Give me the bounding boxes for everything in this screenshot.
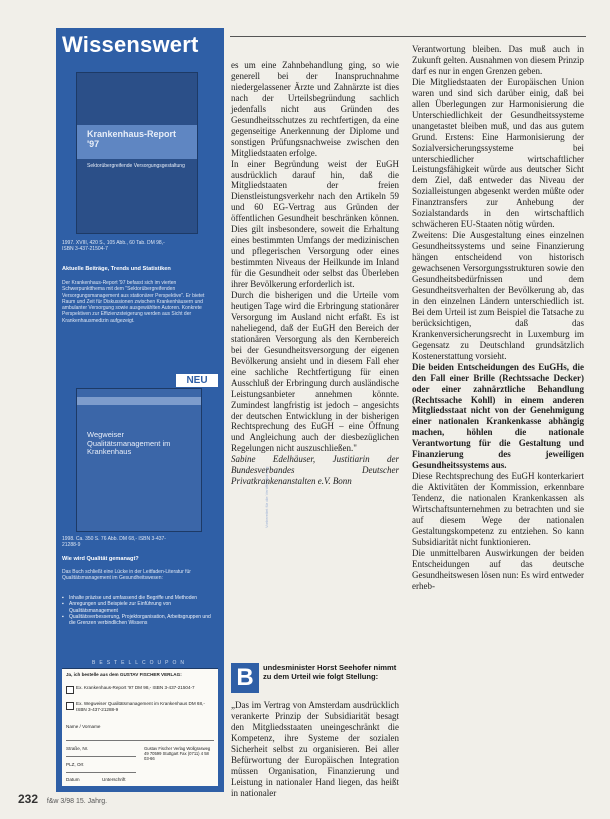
book-cover-2-title: Wegweiser Qualitätsmanagement im Krankenhaus xyxy=(87,430,171,457)
author-credit-text: Sabine Edelhäuser, Justitiarin der Bundesverbandes Deutscher Privatkrankenanstalten e.V. Bonn xyxy=(231,454,399,487)
list-item: ▪ Inhalte präzise und umfassend die Begriffe und Methoden xyxy=(62,595,218,601)
publisher-address: Gustav Fischer Verlag Wollgrasweg 49 70599 Stuttgart Fax (0711) 4 58 03-66 xyxy=(144,746,211,762)
book-1-heading: Aktuelle Beiträge, Trends und Statistiken xyxy=(62,266,171,272)
side-credit: Vorbereitet für die Veröffentlichung xyxy=(264,466,269,528)
city-field[interactable] xyxy=(66,772,136,773)
name-field[interactable] xyxy=(66,740,214,741)
name-label: Name / Vorname xyxy=(66,724,101,729)
col1-paragraph: Durch die bisherigen und die Urteile vom heutigen Tage wird die Erbringung stationärer Versorgung im Ausland nicht erfaßt. Es ist naheliegend, daß der EuGH den Bereich der stationären Versorgung als den Kernbereich bei der Gesundheitsversorgung der eigenen Bevölkerung ansieht und in diesem Fall eher eine sachliche Rechtfertigung für einen Ausschluß der Erbringung durch ausländische Leistungsanbieter annehmen könnte. Zumindest langfristig ist jedoch – angesichts der deutschen Entwicklung in der bisherigen Rechtsprechung des EuGH – eine Öffnung und Angleichung auch der diesbezüglichen Regelungen nicht auszuschließen." xyxy=(231,290,399,454)
sign-label: Unterschrift xyxy=(102,777,126,782)
col2-paragraph-bold xyxy=(412,362,584,472)
order-item-2: Ex. Wegweiser Qualitätsmanagement im Krankenhaus DM 68,- ISBN 3-437-21288-9 xyxy=(76,701,205,712)
sidebar-title: Wissenswert xyxy=(62,32,199,57)
col1-paragraph: In einer Begründung weist der EuGH ausdrücklich darauf hin, daß die Mitgliedstaaten der freien Dienstleistungsverkehr nach den Artikeln 59 und 60 EG-Vertrag aus Gründen der öffentlichen Gesundheit beschränken können. Dies gilt insbesondere, soweit die Erhaltung eines bestimmten Umfangs der medizinischen und pflegerischen Versorgung oder eines bestimmten Niveaus der Heilkunde im Inland für die Gesundheit oder selbst das Überleben ihrer Bevölkerung erforderlich ist. xyxy=(231,158,399,290)
journal-source: f&w 3/98 15. Jahrg. xyxy=(46,798,108,805)
book-cover-2 xyxy=(76,388,202,532)
interview-heading: undesminister Horst Seehofer nimmt zu dem Urteil wie folgt Stellung: xyxy=(263,663,397,682)
book-1-meta: 1997. XVIII, 420 S., 105 Abb., 60 Tab. DM 98,- ISBN 3-437-21504-7 xyxy=(62,240,165,253)
interview-intro xyxy=(231,663,399,693)
top-rule xyxy=(230,36,586,37)
book-cover-1-subtitle: Sektorübergreifende Versorgungsgestaltung xyxy=(87,163,185,169)
article-column-1 xyxy=(231,60,399,487)
sidebar-ad xyxy=(56,28,269,792)
book-2-heading: Wie wird Qualität gemanagt? xyxy=(62,556,139,562)
list-item: ▪ Anregungen und Beispiele zur Einführung von Qualitätsmanagement xyxy=(62,601,218,614)
order-coupon-bar: BESTELLCOUPON xyxy=(62,658,218,669)
street-field[interactable] xyxy=(66,756,136,757)
book-cover-1 xyxy=(76,72,198,234)
order-headline: Ja, ich bestelle aus dem GUSTAV FISCHER VERLAG: xyxy=(66,672,182,677)
page-number: 232 xyxy=(18,792,39,806)
book-2-text: Das Buch schließt eine Lücke in der Leitfaden-Literatur für Qualitätsmanagement im Gesundheitswesen: xyxy=(62,569,191,582)
col2-paragraph: Diese Rechtsprechung des EuGH konterkariert die Aktivitäten der Kommission, erkennbare Tendenz, die nationalen Krankenkassen als Wirtschaftsunternehmen zu betrachten und sie auf diesem Wege der nationalen Gestaltungskompetenz zu entziehen. So kann Subsidiarität nicht funktionieren. xyxy=(412,471,584,547)
page-footer xyxy=(18,792,107,806)
book-1-text: Der Krankenhaus-Report '97 befasst sich im vierten Schwerpunktthema mit dem "Sektorübergreifenden Versorgungsmanagement aus stationärer Perspektive". Er bietet Raum und Zeit für Diskussionen zwischen Krankenhäusern und ambulanter Versorgung sowie ausgewählten Autoren. Konkrete Perspektiven zur Effizienzsteigerung werden aus Sicht der Krankenhausmedizin aufgezeigt. xyxy=(62,280,205,324)
order-checkbox-2[interactable] xyxy=(66,702,74,710)
col1-paragraph: „Das im Vertrag von Amsterdam ausdrücklich verankerte Prinzip der Subsidiarität besagt den Mitgliedsstaaten uneingeschränkt die Kompetenz, ihre Systeme der sozialen Sicherheit selbst zu organisieren. Bei aller Befürwortung der Europäischen Integration müssen Organisation, Finanzierung und Leistung in nationaler Hand liegen, das heißt in nationaler xyxy=(231,700,399,798)
feature-list xyxy=(62,595,218,626)
col2-paragraph: Die Mitgliedstaaten der Europäischen Union waren und sind sich darüber einig, daß bei allen Überlegungen zur Harmonisierung die Unterschiedlichkeit der Gesundheitssysteme unangetastet bleiben muß, und das aus gutem Grund. Erstens: Eine Harmonisierung der Sozialversicherungssysteme bei unterschiedlicher wirtschaftlicher Leistungsfähigkeit würde aus deutscher Sicht dem Ziel, daß entweder das Niveau der Sozialleistungen abgesenkt werden müßte oder Finanztransfers zur Anhebung der Sozialstandards in den wirtschaftlich schwächeren EU-Staaten nötig würden. xyxy=(412,76,584,230)
order-item-1: Ex. Krankenhaus-Report '97 DM 98,- ISBN 3-437-21504-7 xyxy=(76,685,195,690)
city-label: PLZ, Ort xyxy=(66,762,84,767)
author-credit xyxy=(231,454,399,487)
col2-paragraph: Verantwortung bleiben. Das muß auch in Zukunft gelten. Ausnahmen von diesem Prinzip darf es nur in engen Grenzen geben. xyxy=(412,44,584,76)
street-label: Straße, Nr. xyxy=(66,746,89,751)
article-column-2 xyxy=(412,44,584,592)
date-label: Datum xyxy=(66,777,80,782)
list-item: ▪ Qualitätsverbesserung, Projektorganisation, Arbeitsgruppen und die Grenzen verbindlichen Wissens xyxy=(62,614,218,627)
neu-badge: NEU xyxy=(176,374,218,387)
article-column-1-bottom xyxy=(231,700,399,799)
col2-paragraph: Zweitens: Die Ausgestaltung eines einzelnen Gesundheitssystems und seine Finanzierung hängen entscheidend von historisch gewachsenen Versorgungsstrukturen sowie den Gesundheitsbedürfnissen und dem Gesundheitsverhalten der Bevölkerung ab, das in den einzelnen Ländern unterschiedlich ist. Bei dem Urteil ist zum Beispiel die Tatsache zu berücksichtigen, daß das Krankenversicherungsrecht in Luxemburg im Gegensatz zu Deutschland grundsätzlich Kostenerstattung vorsieht. xyxy=(412,230,584,361)
order-coupon xyxy=(62,658,218,786)
col2-bold-text: Die beiden Entscheidungen des EuGHs, die den Fall einer Brille (Rechtssache Decker) oder einer zahnärztliche Behandlung (Rechtssache Kohll) in einem anderen Mitgliedsstaat nicht von der Genehmigung einer nationalen Krankenkasse abhängig machen, höhlen die nationale Verantwortung für die Gestaltung und Finanzierung des jeweiligen Gesundheitssystems aus. xyxy=(412,361,584,471)
book-2-meta: 1998. Ca. 350 S. 76 Abb. DM 68,- ISBN 3-437-21288-9 xyxy=(62,536,166,549)
col2-paragraph: Die unmittelbaren Auswirkungen der beiden Entscheidungen auf das deutsche Gesundheitswesen lösen nun: Es wird entweder erheb- xyxy=(412,547,584,591)
drop-cap: B xyxy=(231,663,259,693)
book-cover-1-title: Krankenhaus-Report '97 xyxy=(87,129,177,149)
order-checkbox-1[interactable] xyxy=(66,686,74,694)
col1-paragraph: es um eine Zahnbehandlung ging, so wie generell bei der Inanspruchnahme niedergelassener Ärzte und Zahnärzte ist dies nach der Urteilsbegründung sachlich jedenfalls nicht aus Gründen des Gesundheitsschutzes zu rechtfertigen, da eine gegenseitige Anerkennung der Diplome und sonstigen Prüfungsnachweise zwischen den Mitgliedstaaten erfolge. xyxy=(231,60,399,158)
